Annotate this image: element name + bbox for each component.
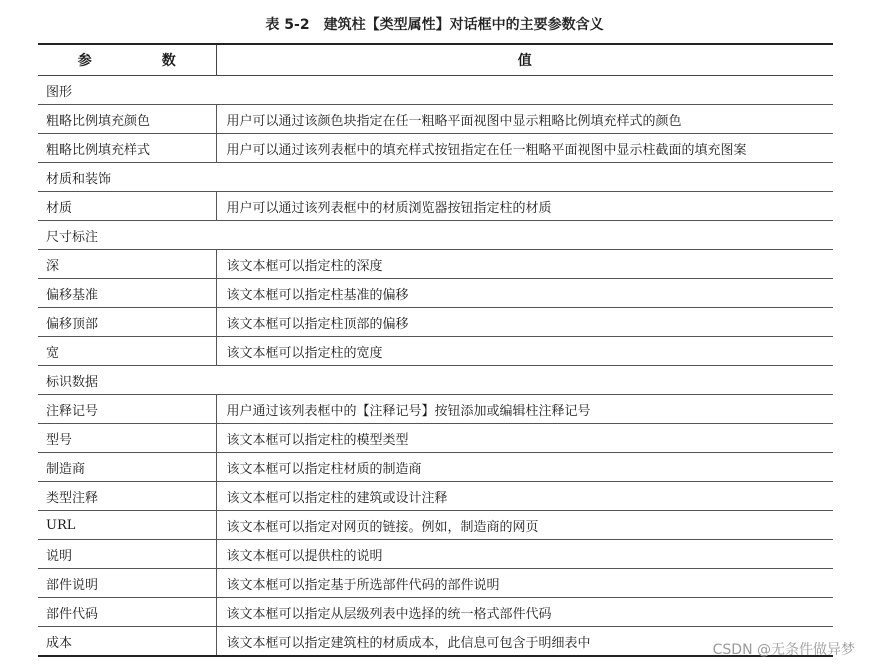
param-value-cell: 该文本框可以指定柱的模型类型 [216,424,833,453]
table-row [38,598,833,627]
param-name-cell: 粗略比例填充颜色 [38,105,216,134]
table-row [38,250,833,279]
section-title: 标识数据 [38,366,833,395]
table-row [38,569,833,598]
param-value-cell: 该文本框可以指定从层级列表中选择的统一格式部件代码 [216,598,833,627]
param-value-cell: 该文本框可以指定对网页的链接。例如，制造商的网页 [216,511,833,540]
param-name-cell: 偏移基准 [38,279,216,308]
param-name-cell: 制造商 [38,453,216,482]
table-row [38,337,833,366]
param-name-cell: 注释记号 [38,395,216,424]
section-title: 图形 [38,76,833,105]
table-body [38,76,833,657]
table-row [38,540,833,569]
section-title: 材质和装饰 [38,163,833,192]
table-caption: 表 5-2 建筑柱【类型属性】对话框中的主要参数含义 [265,17,604,33]
param-value-cell: 该文本框可以指定柱的建筑或设计注释 [216,482,833,511]
table-row [38,424,833,453]
section-row [38,221,833,250]
table-row [38,308,833,337]
table-header-row [38,44,833,76]
column-header-value: 值 [216,44,833,76]
param-name-cell: 深 [38,250,216,279]
param-name-cell: 类型注释 [38,482,216,511]
param-name-cell: 偏移顶部 [38,308,216,337]
column-header-param: 参 数 [38,44,216,76]
param-name-cell: 材质 [38,192,216,221]
table-row [38,395,833,424]
parameter-table [38,43,833,657]
param-name-cell: 宽 [38,337,216,366]
section-row [38,76,833,105]
section-row [38,366,833,395]
param-value-cell: 用户可以通过该颜色块指定在任一粗略平面视图中显示粗略比例填充样式的颜色 [216,105,833,134]
param-value-cell: 该文本框可以指定建筑柱的材质成本，此信息可包含于明细表中 [216,627,833,657]
table-row [38,279,833,308]
section-title: 尺寸标注 [38,221,833,250]
table-row [38,105,833,134]
param-name-cell: 型号 [38,424,216,453]
param-value-cell: 该文本框可以指定基于所选部件代码的部件说明 [216,569,833,598]
table-row [38,453,833,482]
param-value-cell: 用户可以通过该列表框中的材质浏览器按钮指定柱的材质 [216,192,833,221]
param-value-cell: 该文本框可以指定柱基准的偏移 [216,279,833,308]
table-row [38,482,833,511]
param-value-cell: 用户可以通过该列表框中的填充样式按钮指定在任一粗略平面视图中显示柱截面的填充图案 [216,134,833,163]
param-name-cell: URL [38,511,216,540]
param-value-cell: 该文本框可以指定柱的宽度 [216,337,833,366]
param-value-cell: 该文本框可以指定柱材质的制造商 [216,453,833,482]
param-name-cell: 粗略比例填充样式 [38,134,216,163]
param-value-cell: 该文本框可以提供柱的说明 [216,540,833,569]
param-name-cell: 部件代码 [38,598,216,627]
section-row [38,163,833,192]
param-name-cell: 说明 [38,540,216,569]
table-row [38,134,833,163]
table-row [38,192,833,221]
param-name-cell: 成本 [38,627,216,657]
param-name-cell: 部件说明 [38,569,216,598]
param-value-cell: 该文本框可以指定柱的深度 [216,250,833,279]
param-value-cell: 该文本框可以指定柱顶部的偏移 [216,308,833,337]
watermark: CSDN @无条件做异梦 [712,642,855,658]
param-value-cell: 用户通过该列表框中的【注释记号】按钮添加或编辑柱注释记号 [216,395,833,424]
table-row [38,511,833,540]
